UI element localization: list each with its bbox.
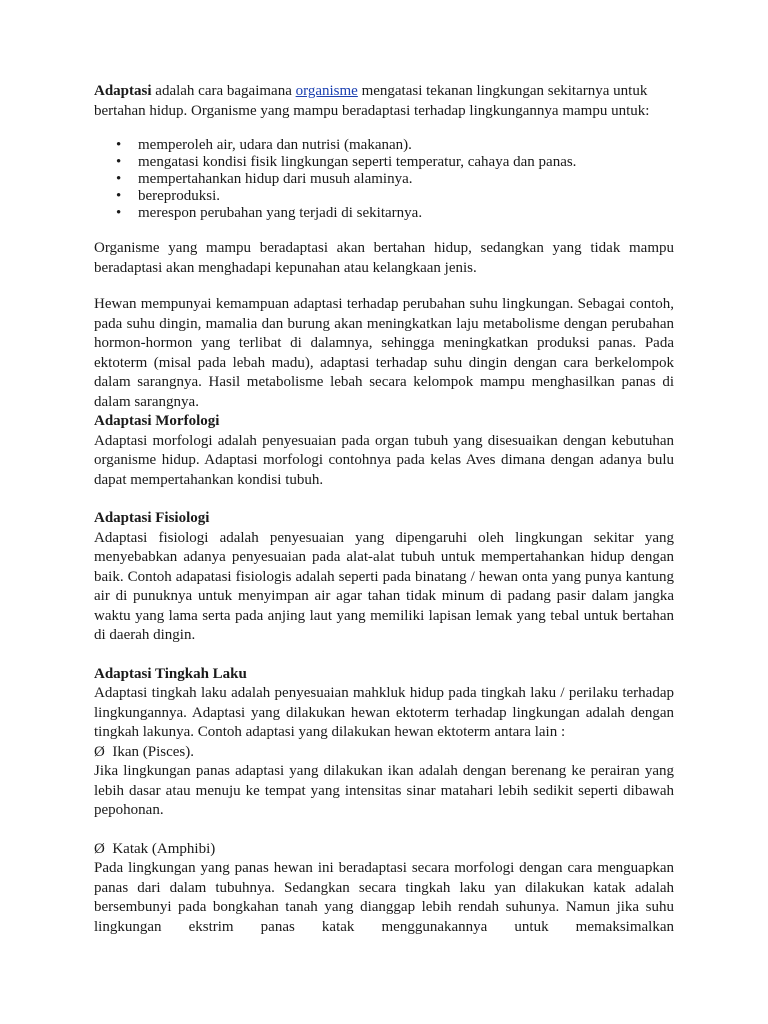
- organisme-link[interactable]: organisme: [295, 83, 358, 99]
- list-item-text: bereproduksi.: [138, 188, 221, 204]
- list-item-text: mengatasi kondisi fisik lingkungan seperti temperatur, cahaya dan panas.: [138, 154, 577, 170]
- morfologi-paragraph: Adaptasi morfologi adalah penyesuaian pada organ tubuh yang disesuaikan dengan kebutuhan organisme hidup. Adaptasi morfologi contohnya pada kelas Aves dimana dengan adanya bulu dapat mempertahankan kondisi tubuh.: [94, 432, 674, 488]
- bullet-icon: •: [116, 205, 122, 221]
- ikan-paragraph: Jika lingkungan panas adaptasi yang dilakukan ikan adalah dengan berenang ke perairan yang lebih dasar atau menuju ke tempat yang intensitas sinar matahari lebih sedikit seperti dibawah pepohonan.: [94, 763, 674, 818]
- list-item: [94, 154, 674, 171]
- ikan-label-text: Ikan (Pisces).: [112, 743, 194, 760]
- list-item: [94, 171, 674, 188]
- example-katak-label: [94, 840, 674, 860]
- arrow-marker-icon: Ø: [94, 743, 105, 760]
- katak-paragraph: Pada lingkungan yang panas hewan ini beradaptasi secara morfologi dengan cara menguapkan panas dari dalam tubuhnya. Sedangkan secara tingkah laku yan dilakukan katak adalah bersembunyi pada bongkahan tanah yang dianggap lebih rendah suhunya. Namun jika suhu lingkungan ekstrim panas katak menggunakannya untuk memaksimalkan: [94, 860, 674, 935]
- tingkah-laku-paragraph: Adaptasi tingkah laku adalah penyesuaian mahkluk hidup pada tingkah laku / perilaku terhadap lingkungannya. Adaptasi yang dilakukan hewan ektoterm terhadap lingkungan adalah dengan tingkah lakunya. Contoh adaptasi yang dilakukan hewan ektoterm antara lain :: [94, 685, 674, 740]
- arrow-marker-icon: Ø: [94, 840, 105, 857]
- morfologi-heading: Adaptasi Morfologi: [94, 413, 220, 429]
- temperature-paragraph: Hewan mempunyai kemampuan adaptasi terhadap perubahan suhu lingkungan. Sebagai contoh, pada suhu dingin, mamalia dan burung akan meningkatkan laju metabolisme dengan perubahan hormon-hormon yang terlibat di dalamnya, sehingga meningkatkan produksi panas. Pada ektoterm (misal pada lebah madu), adaptasi terhadap suhu dingin dengan cara berkelompok dalam sarangnya. Hasil metabolisme lebah secara kelompok mampu menghasilkan panas di dalam sarangnya.: [94, 296, 674, 410]
- list-item: [94, 205, 674, 222]
- katak-label-text: Katak (Amphibi): [112, 840, 216, 857]
- fisiologi-heading: Adaptasi Fisiologi: [94, 510, 210, 526]
- bullet-icon: •: [116, 188, 122, 204]
- bullet-icon: •: [116, 137, 122, 153]
- example-ikan-label: [94, 743, 674, 763]
- tingkah-laku-heading: Adaptasi Tingkah Laku: [94, 665, 247, 682]
- list-item-text: mempertahankan hidup dari musuh alaminya.: [138, 171, 413, 187]
- fisiologi-paragraph: Adaptasi fisiologi adalah penyesuaian yang dipengaruhi oleh lingkungan sekitar yang menyebabkan adanya penyesuaian pada alat-alat tubuh untuk mempertahankan hidup dengan baik. Contoh adapatasi fisiologis adalah seperti pada binatang / hewan onta yang punya kantung air di punuknya untuk menyimpan air agar tahan tidak minum di padang pasir dalam jangka waktu yang lama serta pada anjing laut yang memiliki lapisan lemak yang tebal untuk bertahan di daerah dingin.: [94, 529, 674, 643]
- bullet-icon: •: [116, 154, 122, 170]
- abilities-list: [94, 137, 674, 222]
- survival-paragraph: Organisme yang mampu beradaptasi akan bertahan hidup, sedangkan yang tidak mampu beradaptasi akan menghadapi kepunahan atau kelangkaan jenis.: [94, 240, 674, 276]
- intro-paragraph: [94, 82, 674, 121]
- intro-term: Adaptasi: [94, 83, 152, 99]
- list-item-text: merespon perubahan yang terjadi di sekitarnya.: [138, 205, 423, 221]
- list-item: [94, 188, 674, 205]
- bullet-icon: •: [116, 171, 122, 187]
- list-item-text: memperoleh air, udara dan nutrisi (makanan).: [138, 137, 412, 153]
- intro-text-after-link: mengatasi tekanan lingkungan sekitarnya untuk bertahan hidup. Organisme yang mampu beradaptasi terhadap lingkungannya mampu untuk:: [94, 83, 650, 119]
- document-page: [94, 82, 674, 937]
- intro-text-before-link: adalah cara bagaimana: [151, 83, 296, 99]
- list-item: [94, 137, 674, 154]
